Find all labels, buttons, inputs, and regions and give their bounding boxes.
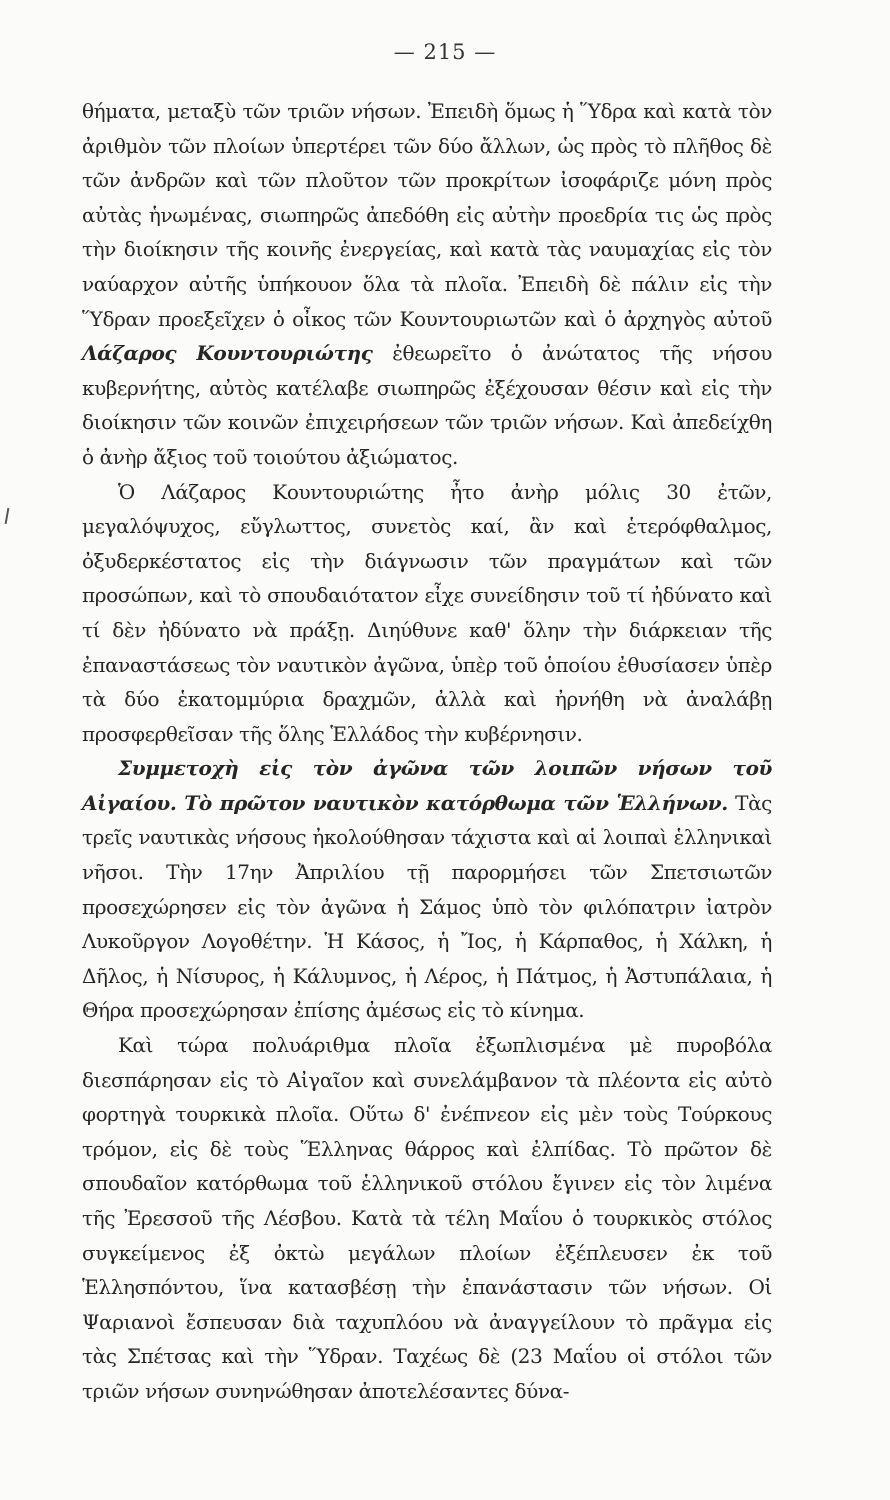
paragraph-1-run-3: ἐθεωρεῖτο ὁ ἀνώτατος τῆς νήσου κυβερνήτης, αὐτὸς κατέλαβε σιωπηρῶς ἐξέχουσαν θέσιν καὶ εἰς τὴν διοίκησιν τῶν κοινῶν ἐπιχειρήσεων τῶν τριῶν νήσων. Καὶ ἀπεδείχθη ὁ ἀνὴρ ἄξιος τοῦ τοιούτου ἀξιώματος. bbox=[82, 341, 773, 469]
name-lazaros-kountouriotis: Λάζαρος Κουντουριώτης bbox=[82, 341, 373, 366]
paragraph-3-run-2: Τὰς τρεῖς ναυτικὰς νήσους ἠκολούθησαν τάχιστα καὶ αἱ λοιπαὶ ἑλληνικαὶ νῆσοι. Τὴν 17ην Ἀπριλίου τῇ παρορμήσει τῶν Σπετσιωτῶν προσεχώρησεν εἰς τὸν ἀγῶνα ἡ Σάμος ὑπὸ τὸν φιλόπατριν ἰατρὸν Λυκοῦργον Λογοθέτην. Ἡ Κάσος, ἡ Ἴος, ἡ Κάρπαθος, ἡ Χάλκη, ἡ Δῆλος, ἡ Νίσυρος, ἡ Κάλυμνος, ἡ Λέρος, ἡ Πάτμος, ἡ Ἀστυπάλαια, ἡ Θήρα προσεχώρησαν ἐπίσης ἀμέσως εἰς τὸ κίνημα. bbox=[82, 790, 772, 1023]
paragraph-1-run-1: θήματα, μεταξὺ τῶν τριῶν νήσων. Ἐπειδὴ ὅμως ἡ Ὕδρα καὶ κατὰ τὸν ἀριθμὸν τῶν πλοίων ὑπερτέρει τῶν δύο ἄλλων, ὡς πρὸς τὸ πλῆθος δὲ τῶν ἀνδρῶν καὶ τῶν πλοῦτον τῶν προκρίτων ἰσοφάριζε μόνη πρὸς αὐτὰς ἡνωμένας, σιωπηρῶς ἀπεδόθη εἰς αὐτὴν προεδρία τις ὡς πρὸς τὴν διοίκησιν τῆς κοινῆς ἐνεργείας, καὶ κατὰ τὰς ναυμαχίας εἰς τὸν ναύαρχον αὐτῆς ὑπήκουον ὅλα τὰ πλοῖα. Ἐπειδὴ δὲ πάλιν εἰς τὴν Ὕδραν προεξεῖχεν ὁ οἶκος τῶν Κουντουριωτῶν καὶ ὁ ἀρχηγὸς αὐτοῦ bbox=[82, 99, 772, 331]
page-number: — 215 — bbox=[393, 40, 497, 64]
paragraph-1 bbox=[82, 94, 772, 475]
paragraph-4-run-1: Καὶ τώρα πολυάριθμα πλοῖα ἐξωπλισμένα μὲ πυροβόλα διεσπάρησαν εἰς τὸ Αἰγαῖον καὶ συνελάμβανον τὰ πλέοντα εἰς αὐτὸ φορτηγὰ τουρκικὰ πλοῖα. Οὕτω δ' ἐνέπνεον εἰς μὲν τοὺς Τούρκους τρόμον, εἰς δὲ τοὺς Ἕλληνας θάρρος καὶ ἐλπίδας. Τὸ πρῶτον δὲ σπουδαῖον κατόρθωμα τοῦ ἑλληνικοῦ στόλου ἔγινεν εἰς τὸν λιμένα τῆς Ἐρεσσοῦ τῆς Λέσβου. Κατὰ τὰ τέλη Μαΐου ὁ τουρκικὸς στόλος συγκείμενος ἐξ ὀκτὼ μεγάλων πλοίων ἐξέπλευσεν ἐκ τοῦ Ἑλλησπόντου, ἵνα κατασβέσῃ τὴν ἐπανάστασιν τῶν νήσων. Οἱ Ψαριανοὶ ἔσπευσαν διὰ ταχυπλόου νὰ ἀναγγείλουν τὸ πρᾶγμα εἰς τὰς Σπέτσας καὶ τὴν Ὕδραν. Ταχέως δὲ (23 Μαΐου οἱ στόλοι τῶν τριῶν νήσων συνηνώθησαν ἀποτελέσαντες δύνα- bbox=[82, 1033, 772, 1403]
paragraph-3 bbox=[82, 751, 772, 1028]
paragraph-4 bbox=[82, 1028, 772, 1409]
section-heading: Συμμετοχὴ εἰς τὸν ἀγῶνα τῶν λοιπῶν νήσων τοῦ Αἰγαίου. Τὸ πρῶτον ναυτικὸν κατόρθωμα τῶν Ἑλλήνων. bbox=[82, 756, 772, 815]
body-text bbox=[82, 94, 772, 1409]
paragraph-2 bbox=[82, 475, 772, 752]
binding-mark bbox=[5, 508, 10, 524]
paragraph-2-run-1: Ὁ Λάζαρος Κουντουριώτης ἦτο ἀνὴρ μόλις 30 ἐτῶν, μεγαλόψυχος, εὔγλωττος, συνετὸς καί, ἂν καὶ ἑτερόφθαλμος, ὀξυδερκέστατος εἰς τὴν διάγνωσιν τῶν πραγμάτων καὶ τῶν προσώπων, καὶ τὸ σπουδαιότατον εἶχε συνείδησιν τοῦ τί ἠδύνατο καὶ τί δὲν ἠδύνατο νὰ πράξῃ. Διηύθυνε καθ' ὅλην τὴν διάρκειαν τῆς ἐπαναστάσεως τὸν ναυτικὸν ἀγῶνα, ὑπὲρ τοῦ ὁποίου ἐθυσίασεν ὑπὲρ τὰ δύο ἑκατομμύρια δραχμῶν, ἀλλὰ καὶ ἠρνήθη νὰ ἀναλάβῃ προσφερθεῖσαν τῆς ὅλης Ἑλλάδος τὴν κυβέρνησιν. bbox=[82, 479, 772, 746]
